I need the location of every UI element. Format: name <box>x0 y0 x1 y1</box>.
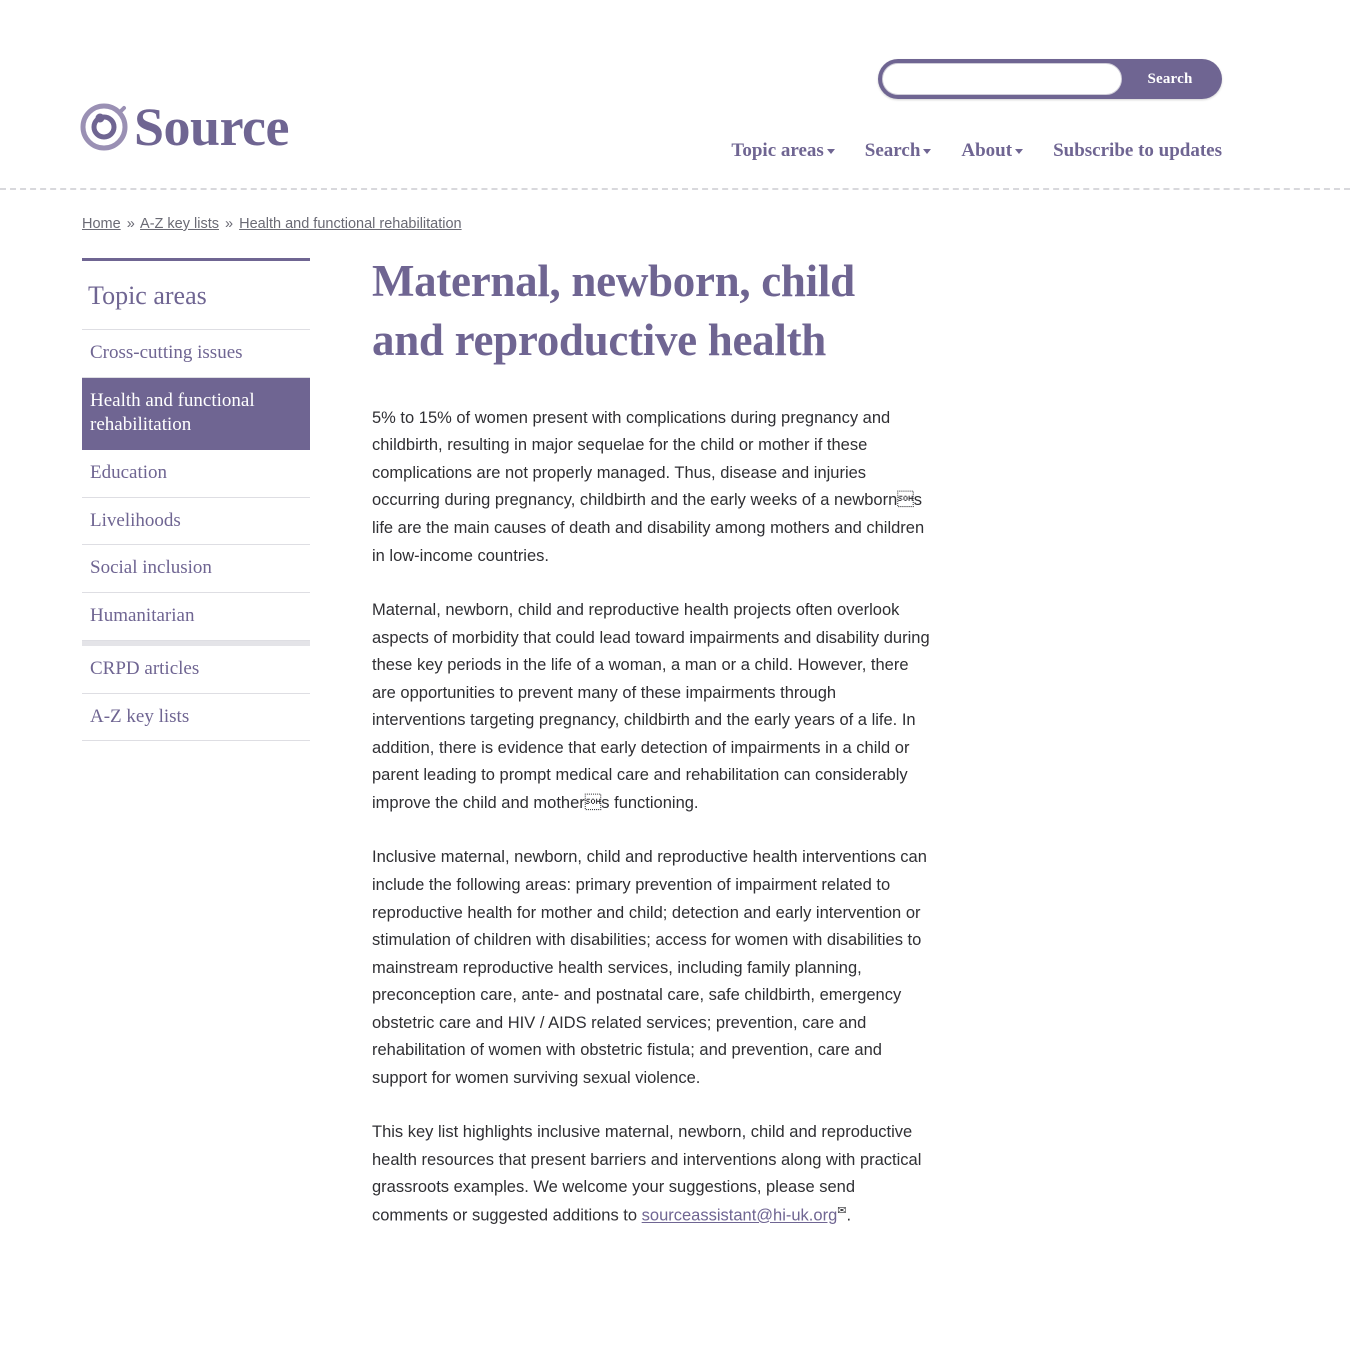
main-content <box>372 252 932 1257</box>
sidebar-item-health-and-functional-rehabilitation[interactable] <box>82 378 310 450</box>
breadcrumb <box>82 216 462 232</box>
nav-item-topic-areas[interactable] <box>731 140 834 162</box>
nav-item-about[interactable] <box>961 140 1023 162</box>
breadcrumb-link-current[interactable]: Health and functional rehabilitation <box>239 216 462 232</box>
source-logo-icon <box>80 102 128 152</box>
sidebar-item-label: A-Z key lists <box>90 705 190 727</box>
logo-text: Source <box>134 97 289 157</box>
paragraph-text-before-link: This key list highlights inclusive maternal, newborn, child and reproductive health resources that present barriers and interventions along with practical grassroots examples. We welcome your suggestions, please send comments or suggested additions to <box>372 1123 922 1225</box>
site-header <box>0 0 1350 190</box>
sidebar-title: Topic areas <box>82 261 310 330</box>
sidebar-item-label: Cross-cutting issues <box>90 342 243 363</box>
main-nav <box>731 140 1222 162</box>
breadcrumb-separator: » <box>225 216 234 232</box>
page-title: Maternal, newborn, child and reproductive health <box>372 256 855 366</box>
sidebar-item-label: Livelihoods <box>90 509 181 531</box>
nav-label-topic-areas: Topic areas <box>731 140 824 161</box>
sidebar-item-az-key-lists[interactable] <box>82 694 310 742</box>
sidebar-item-label: CRPD articles <box>90 657 200 679</box>
nav-label-about: About <box>961 140 1013 161</box>
sidebar-item-label: Health and functional rehabilitation <box>90 389 255 436</box>
breadcrumb-link-home[interactable]: Home <box>82 216 121 232</box>
search-button[interactable]: Search <box>1122 63 1218 95</box>
email-link[interactable]: sourceassistant@hi-uk.org <box>641 1206 838 1225</box>
sidebar-item-label: Education <box>90 462 168 484</box>
nav-item-search[interactable] <box>865 140 932 162</box>
sidebar-item-crpd-articles[interactable] <box>82 641 310 694</box>
breadcrumb-separator: » <box>126 216 135 232</box>
chevron-down-icon <box>923 149 931 154</box>
search-input[interactable] <box>882 63 1122 95</box>
nav-item-subscribe[interactable] <box>1053 140 1222 162</box>
sidebar-item-education[interactable] <box>82 450 310 498</box>
sidebar-item-label: Humanitarian <box>90 605 195 627</box>
body-paragraph-2: Maternal, newborn, child and reproductive health projects often overlook aspects of morbidity that could lead toward impairments and disability during these key periods in the life of a woman, a man or a child. However, there are opportunities to prevent many of these impairments through interventions targeting pregnancy, childbirth and the early years of a life. In addition, there is evidence that early detection of impairments in a child or parent leading to prompt medical care and rehabilitation can considerably improve the child and mothers functioning. <box>372 601 930 812</box>
body-paragraph-3: Inclusive maternal, newborn, child and reproductive health interventions can include the following areas: primary prevention of impairment related to reproductive health for mother and child; detection and early intervention or stimulation of children with disabilities; access for women with disabilities to mainstream reproductive health services, including family planning, preconception care, ante- and postnatal care, safe childbirth, emergency obstetric care and HIV / AIDS related services; prevention, care and rehabilitation of women with obstetric fistula; and prevention, care and support for women surviving sexual violence. <box>372 848 927 1087</box>
sidebar-item-social-inclusion[interactable] <box>82 545 310 593</box>
chevron-down-icon <box>1015 149 1023 154</box>
nav-label-subscribe: Subscribe to updates <box>1053 140 1222 161</box>
sidebar <box>82 258 310 741</box>
mail-icon: ✉ <box>837 1205 847 1217</box>
body-paragraph-4 <box>372 1119 932 1230</box>
body-paragraph-1: 5% to 15% of women present with complications during pregnancy and childbirth, resulting in major sequelae for the child or mother if these complications are not properly managed. Thus, disease and injuries occurring during pregnancy, childbirth and the early weeks of a newborns life are the main causes of death and disability among mothers and children in low-income countries. <box>372 408 925 565</box>
search-box <box>878 59 1222 99</box>
sidebar-item-livelihoods[interactable] <box>82 498 310 546</box>
paragraph-text-after-link: . <box>846 1206 852 1225</box>
sidebar-item-cross-cutting-issues[interactable] <box>82 330 310 378</box>
chevron-down-icon <box>827 149 835 154</box>
sidebar-item-humanitarian[interactable] <box>82 593 310 641</box>
nav-label-search: Search <box>864 140 921 161</box>
breadcrumb-link-az-key-lists[interactable]: A-Z key lists <box>140 216 219 232</box>
sidebar-item-label: Social inclusion <box>90 557 212 579</box>
site-logo[interactable] <box>80 97 289 157</box>
